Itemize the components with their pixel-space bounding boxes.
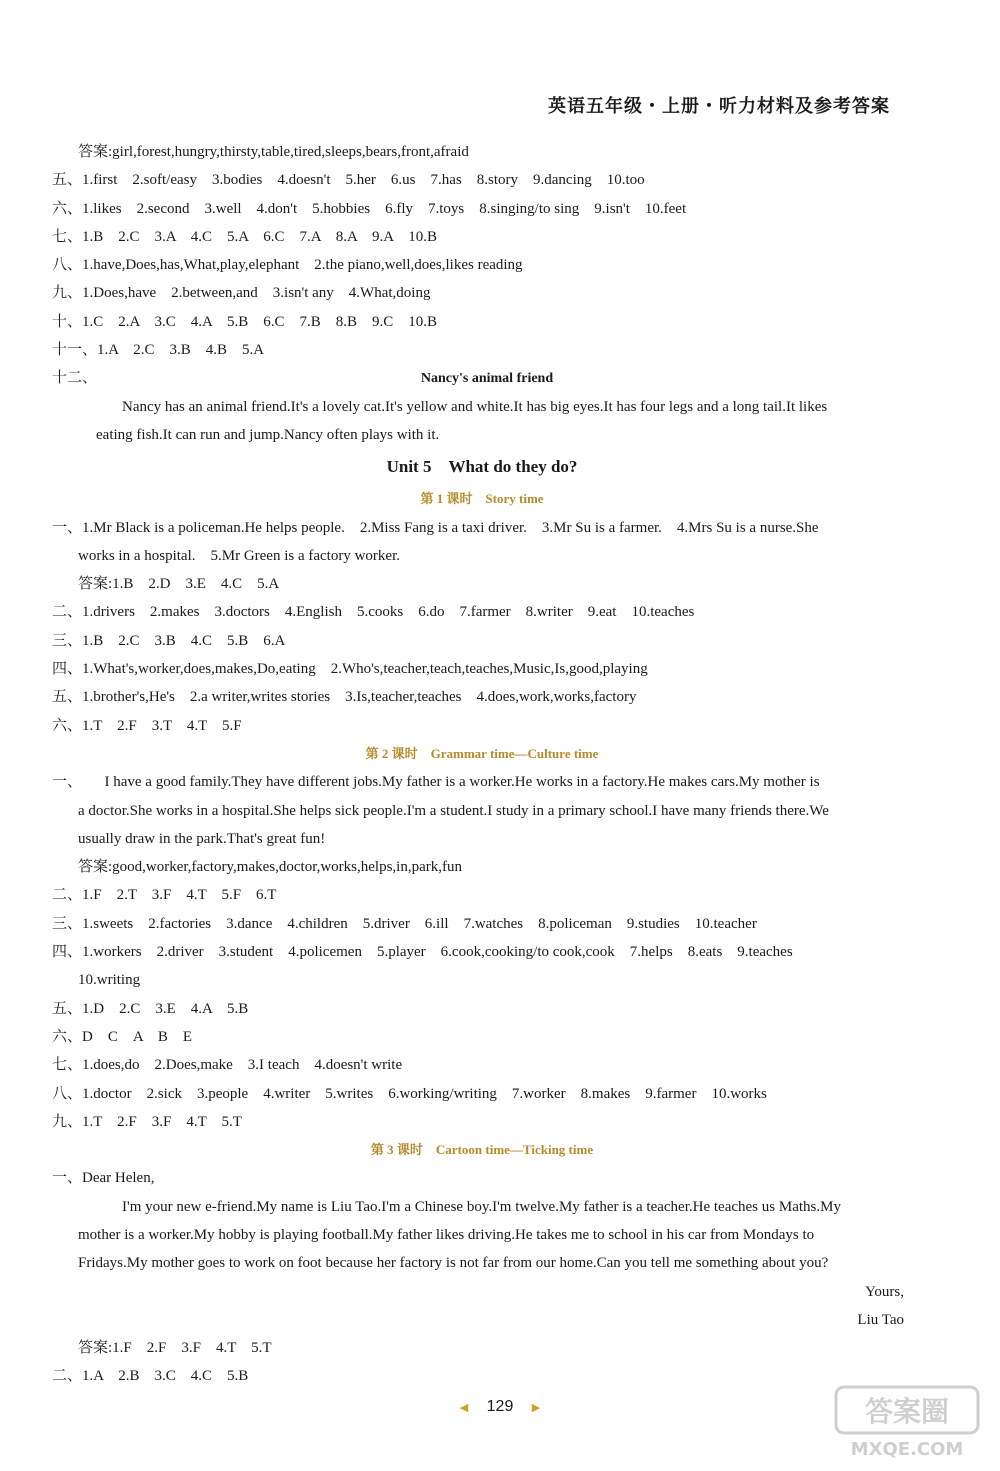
- answer-line: I'm your new e-friend.My name is Liu Tao.I'm a Chinese boy.I'm twelve.My father is a teacher.He teaches us Maths.My: [122, 1198, 841, 1215]
- answer-line: 六、D C A B E: [52, 1028, 193, 1045]
- answer-line: [52, 364, 912, 392]
- answer-line: 六、1.T 2.F 3.T 4.T 5.F: [52, 717, 242, 734]
- answer-line: 答案:1.B 2.D 3.E 4.C 5.A: [78, 576, 280, 593]
- answer-line: 十、1.C 2.A 3.C 4.A 5.B 6.C 7.B 8.B 9.C 10.B: [52, 313, 438, 330]
- answer-line: Fridays.My mother goes to work on foot because her factory is not far from our home.Can you tell me something about you?: [78, 1255, 829, 1272]
- answer-line: 一、1.Mr Black is a policeman.He helps people. 2.Miss Fang is a taxi driver. 3.Mr Su is a farmer. 4.Mrs Su is a nurse.She: [52, 519, 819, 536]
- svg-text:MXQE.COM: MXQE.COM: [850, 1439, 964, 1460]
- answer-line: Liu Tao: [857, 1311, 904, 1328]
- answer-line: 10.writing: [78, 972, 141, 989]
- answer-line: 三、1.B 2.C 3.B 4.C 5.B 6.A: [52, 632, 286, 649]
- answer-line: Nancy has an animal friend.It's a lovely cat.It's yellow and white.It has big eyes.It has four legs and a long tail.It likes: [122, 398, 828, 415]
- answer-line: 一、Dear Helen,: [52, 1170, 155, 1187]
- lesson-heading: 第 1 课时 Story time: [420, 491, 544, 507]
- answer-line: 二、1.A 2.B 3.C 4.C 5.B: [52, 1368, 249, 1385]
- answer-line: 二、1.F 2.T 3.F 4.T 5.F 6.T: [52, 887, 277, 904]
- prev-arrow-icon: ◀: [459, 1402, 469, 1414]
- answer-line: 七、1.B 2.C 3.A 4.C 5.A 6.C 7.A 8.A 9.A 10.B: [52, 228, 438, 245]
- answer-content: [52, 138, 912, 1391]
- answer-line: 七、1.does,do 2.Does,make 3.I teach 4.doesn't write: [52, 1057, 403, 1074]
- watermark-logo: [832, 1383, 982, 1463]
- lesson-heading: 第 3 课时 Cartoon time—Ticking time: [370, 1142, 594, 1158]
- answer-line: 八、1.doctor 2.sick 3.people 4.writer 5.writes 6.working/writing 7.worker 8.makes 9.farmer 10.works: [52, 1085, 767, 1102]
- passage-title: Nancy's animal friend: [420, 371, 554, 387]
- next-arrow-icon: ▶: [531, 1402, 541, 1414]
- answer-line: 四、1.workers 2.driver 3.student 4.policemen 5.player 6.cook,cooking/to cook,cook 7.helps 8.eats 9.teaches: [52, 944, 793, 961]
- answer-line: 三、1.sweets 2.factories 3.dance 4.children 5.driver 6.ill 7.watches 8.policeman 9.studies 10.teacher: [52, 915, 757, 932]
- answer-line: 五、1.D 2.C 3.E 4.A 5.B: [52, 1000, 249, 1017]
- answer-line: works in a hospital. 5.Mr Green is a factory worker.: [78, 547, 401, 564]
- answer-line: 答案:girl,forest,hungry,thirsty,table,tired,sleeps,bears,front,afraid: [78, 144, 469, 160]
- answer-line: 答案:1.F 2.F 3.F 4.T 5.T: [78, 1340, 272, 1357]
- unit-title: Unit 5 What do they do?: [386, 457, 578, 477]
- answer-line: 五、1.brother's,He's 2.a writer,writes stories 3.Is,teacher,teaches 4.does,work,works,factory: [52, 689, 637, 706]
- answer-line: eating fish.It can run and jump.Nancy often plays with it.: [96, 426, 440, 443]
- answer-line: mother is a worker.My hobby is playing football.My father likes driving.He takes me to school in his car from Mondays to: [78, 1226, 815, 1243]
- answer-line: 六、1.likes 2.second 3.well 4.don't 5.hobbies 6.fly 7.toys 8.singing/to sing 9.isn't 10.feet: [52, 200, 687, 217]
- lesson-heading: 第 2 课时 Grammar time—Culture time: [365, 745, 599, 761]
- answer-line: a doctor.She works in a hospital.She helps sick people.I'm a student.I study in a primary school.I have many friends there.We: [78, 802, 829, 819]
- answer-line: 四、1.What's,worker,does,makes,Do,eating 2.Who's,teacher,teach,teaches,Music,Is,good,playing: [52, 661, 648, 678]
- section-label: 十二、: [52, 370, 98, 387]
- answer-line: 九、1.Does,have 2.between,and 3.isn't any 4.What,doing: [52, 285, 431, 302]
- page-number: 129: [486, 1398, 514, 1415]
- answer-line: 答案:good,worker,factory,makes,doctor,works,helps,in,park,fun: [78, 859, 462, 876]
- answer-line: 九、1.T 2.F 3.F 4.T 5.T: [52, 1113, 242, 1130]
- answer-line: 二、1.drivers 2.makes 3.doctors 4.English 5.cooks 6.do 7.farmer 8.writer 9.eat 10.teaches: [52, 604, 695, 621]
- answer-line: Yours,: [865, 1283, 904, 1300]
- answer-line: 十一、1.A 2.C 3.B 4.B 5.A: [52, 342, 265, 359]
- answer-line: 五、1.first 2.soft/easy 3.bodies 4.doesn't 5.her 6.us 7.has 8.story 9.dancing 10.too: [52, 172, 645, 189]
- page-header: 英语五年级・上册・听力材料及参考答案: [548, 96, 890, 117]
- answer-line: 一、 I have a good family.They have different jobs.My father is a worker.He works in a factory.He makes cars.My mother is: [52, 774, 820, 791]
- answer-line: usually draw in the park.That's great fun!: [78, 830, 326, 847]
- answer-line: 八、1.have,Does,has,What,play,elephant 2.the piano,well,does,likes reading: [52, 257, 523, 274]
- svg-text:答案圈: 答案圈: [864, 1395, 950, 1428]
